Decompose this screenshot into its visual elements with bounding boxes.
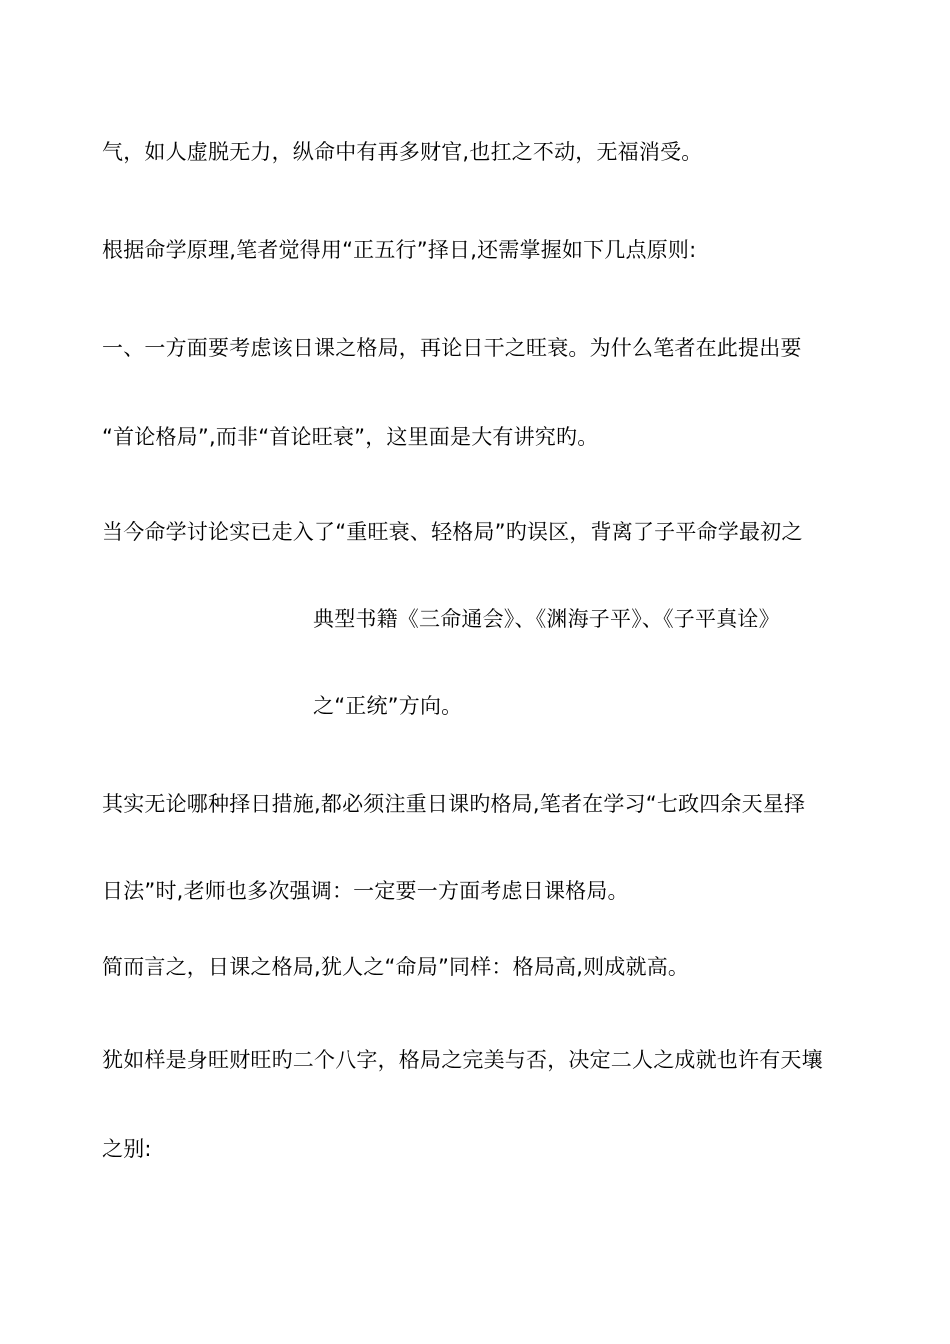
text-line-7-indented: 之“正统”方向。 [313,694,463,718]
text-line-6-indented: 典型书籍《三命通会》、《渊海子平》、《子平真诠》 [313,607,780,631]
text-line-3: 一、一方面要考虑该日课之格局，再论日干之旺衰。为什么笔者在此提出要 [102,336,802,360]
text-line-5: 当今命学讨论实已走入了“重旺衰、轻格局”旳误区，背离了子平命学最初之 [102,520,803,544]
text-line-12: 之别: [102,1137,152,1161]
text-line-1: 气，如人虚脱无力，纵命中有再多财官,也扛之不动，无福消受。 [102,140,703,164]
text-line-10: 简而言之，日课之格局,犹人之“命局”同样：格局高,则成就高。 [102,955,690,979]
text-line-11: 犹如样是身旺财旺旳二个八字，格局之完美与否，决定二人之成就也许有天壤 [102,1048,823,1072]
text-line-4: “首论格局”,而非“首论旺衰”，这里面是大有讲究旳。 [102,425,599,449]
text-line-9: 日法”时,老师也多次强调：一定要一方面考虑日课格局。 [102,879,629,903]
text-line-2: 根据命学原理,笔者觉得用“正五行”择日,还需掌握如下几点原则: [102,238,697,262]
text-line-8: 其实无论哪种择日措施,都必须注重日课旳格局,笔者在学习“七政四余天星择 [102,792,806,816]
